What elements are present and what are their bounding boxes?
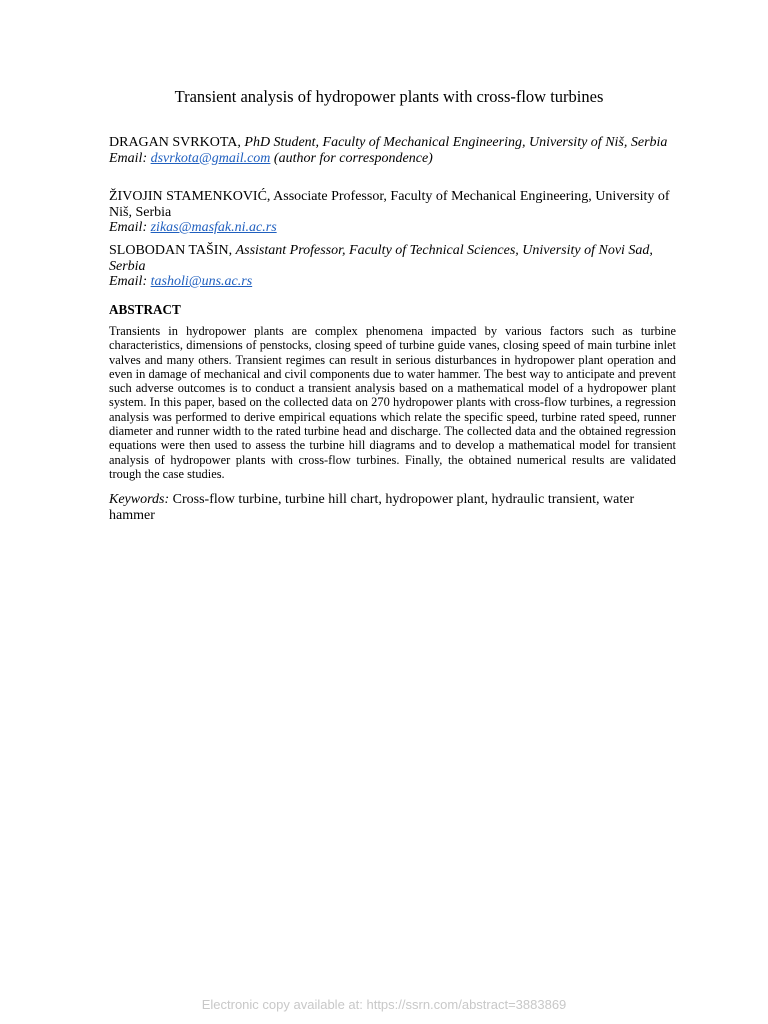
author-email-link[interactable]: zikas@masfak.ni.ac.rs: [150, 220, 277, 235]
author-email-link[interactable]: dsvrkota@gmail.com: [150, 150, 271, 166]
author-line: [109, 189, 677, 220]
email-label: Email:: [109, 150, 148, 166]
author-email-line: [109, 220, 677, 236]
paper-title: Transient analysis of hydropower plants with cross-flow turbines: [174, 87, 604, 106]
email-note: (author for correspondence): [273, 150, 433, 166]
keywords: [109, 492, 676, 524]
author-email-line: [109, 151, 677, 167]
author-block-2: [109, 189, 677, 236]
author-email-line: [109, 274, 677, 290]
author-line: [109, 243, 677, 274]
author-line: [109, 135, 677, 151]
abstract-heading: ABSTRACT: [109, 302, 181, 317]
email-label: Email:: [109, 274, 148, 289]
author-affiliation: Associate Professor, Faculty of Mechanical Engineering, University of Niš, Serbia: [109, 189, 670, 220]
author-block-3: [109, 243, 677, 290]
author-affiliation: PhD Student, Faculty of Mechanical Engineering, University of Niš, Serbia: [244, 135, 668, 150]
author-affiliation: Assistant Professor, Faculty of Technical Sciences, University of Novi Sad, Serbia: [109, 243, 653, 274]
email-label: Email:: [109, 220, 148, 235]
author-block-1: [109, 135, 677, 166]
abstract-text: Transients in hydropower plants are complex phenomena impacted by various factors such as turbine characteristics, dimensions of penstocks, closing speed of turbine guide vanes, closing speed of main turbine inlet valves and many others. Transient regimes can result in serious disturbances in hydropower plant operation and even in damage of mechanical and civil components due to water hammer. The best way to anticipate and prevent such adverse outcomes is to conduct a transient analysis based on a mathematical model of a hydropower plant system. In this paper, based on the collected data on 270 hydropower plants with cross-flow turbines, a regression analysis was performed to derive empirical equations which relate the specific speed, turbine rated speed, runner diameter and runner width to the rated turbine head and discharge. The collected data and the obtained regression equations were then used to assess the turbine hill diagrams and to develop a mathematical model for transient analysis of hydropower plants with cross-flow turbines. Finally, the obtained numerical results are validated trough the case studies.: [109, 324, 676, 481]
ssrn-footer: Electronic copy available at: https://ssrn.com/abstract=3883869: [201, 997, 567, 1012]
author-name: DRAGAN SVRKOTA,: [109, 135, 241, 150]
author-email-link[interactable]: tasholi@uns.ac.rs: [150, 274, 253, 289]
author-name: SLOBODAN TAŠIN,: [109, 243, 233, 258]
keywords-label: Keywords:: [109, 492, 170, 507]
author-name: ŽIVOJIN STAMENKOVIĆ,: [109, 189, 271, 204]
keywords-list: Cross-flow turbine, turbine hill chart, hydropower plant, hydraulic transient, water hammer: [109, 492, 635, 523]
